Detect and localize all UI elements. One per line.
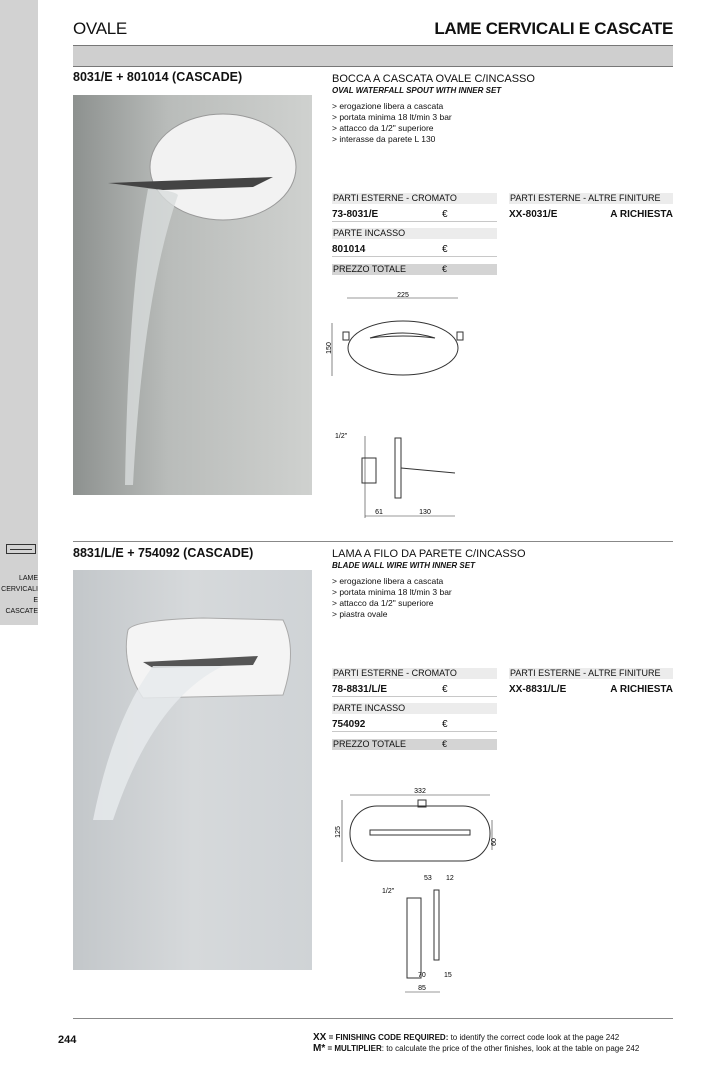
price-on-request: A RICHIESTA: [610, 684, 673, 695]
feature: > attacco da 1/2" superiore: [332, 598, 434, 608]
feature: > erogazione libera a cascata: [332, 101, 444, 111]
dim-70: 70: [418, 972, 426, 979]
dim-width: 332: [414, 788, 426, 795]
product-code: 78-8831/L/E: [332, 684, 388, 695]
sidebar-label: [0, 573, 38, 617]
table-header: PARTE INCASSO: [332, 228, 497, 239]
dim-height: 150: [326, 342, 333, 354]
sidebar-tab: [0, 0, 38, 625]
price-table-other: [509, 193, 673, 222]
currency: €: [442, 209, 448, 220]
product-name: LAMA A FILO DA PARETE C/INCASSO: [332, 548, 526, 560]
product-code: 801014: [332, 244, 366, 255]
dim-height: 125: [335, 826, 342, 838]
currency: €: [442, 739, 448, 749]
price-row: [332, 683, 497, 697]
dim-53: 53: [424, 875, 432, 882]
price-table-chrome: [332, 668, 497, 750]
table-header: PARTI ESTERNE - CROMATO: [332, 668, 497, 679]
footer-divider: [73, 1018, 673, 1019]
feature: > portata minima 18 lt/min 3 bar: [332, 587, 452, 597]
feature: > portata minima 18 lt/min 3 bar: [332, 112, 452, 122]
table-header: PARTI ESTERNE - ALTRE FINITURE: [509, 668, 673, 679]
footer-notes: [313, 1032, 639, 1054]
table-header: PARTI ESTERNE - CROMATO: [332, 193, 497, 204]
total-label: PREZZO TOTALE: [333, 739, 407, 749]
sidebar-line: LAME: [18, 575, 38, 582]
dim-thread: 1/2": [382, 888, 395, 895]
currency: €: [442, 244, 448, 255]
note-key: XX: [313, 1032, 327, 1043]
product-code: 754092: [332, 719, 366, 730]
product-name-en: BLADE WALL WIRE WITH INNER SET: [332, 561, 475, 570]
dim-12: 12: [446, 875, 454, 882]
dim-thread: 1/2": [335, 433, 348, 440]
total-label: PREZZO TOTALE: [333, 264, 407, 274]
dim-61: 61: [375, 509, 383, 516]
feature-list: [332, 101, 452, 145]
m-note: [313, 1043, 639, 1054]
product-photo: [73, 95, 312, 495]
price-row: [332, 208, 497, 222]
price-on-request: A RICHIESTA: [610, 209, 673, 220]
feature: > interasse da parete L 130: [332, 134, 436, 144]
oval-spout-illustration: [73, 95, 312, 495]
currency: €: [442, 264, 448, 274]
page-number: 244: [58, 1034, 77, 1046]
table-header: PARTI ESTERNE - ALTRE FINITURE: [509, 193, 673, 204]
note-text: to identify the correct code look at the page 242: [448, 1033, 620, 1042]
product-name-en: OVAL WATERFALL SPOUT WITH INNER SET: [332, 86, 502, 95]
product-code: XX-8031/E: [509, 209, 558, 220]
sidebar-line: CERVICALI: [1, 586, 38, 593]
feature: > piastra ovale: [332, 609, 388, 619]
table-header: PARTE INCASSO: [332, 703, 497, 714]
dim-15: 15: [444, 972, 452, 979]
technical-drawing: [325, 288, 475, 528]
product-code: 73-8031/E: [332, 209, 379, 220]
note-text: : to calculate the price of the other finishes, look at the table on page 242: [381, 1044, 640, 1053]
price-table-chrome: [332, 193, 497, 275]
blade-spout-illustration: [73, 570, 312, 970]
header-band: [73, 45, 673, 67]
feature: > attacco da 1/2" superiore: [332, 123, 434, 133]
xx-note: [313, 1032, 639, 1043]
price-row: [509, 683, 673, 697]
feature: > erogazione libera a cascata: [332, 576, 444, 586]
product-name: BOCCA A CASCATA OVALE C/INCASSO: [332, 73, 535, 85]
note-bold: = MULTIPLIER: [325, 1044, 382, 1053]
price-row: [332, 718, 497, 732]
section-title: LAME CERVICALI E CASCATE: [434, 19, 673, 38]
product-code: XX-8831/L/E: [509, 684, 567, 695]
section-divider: [73, 541, 673, 542]
price-row: [509, 208, 673, 222]
note-key: M*: [313, 1043, 326, 1054]
note-bold: = FINISHING CODE REQUIRED:: [326, 1033, 449, 1042]
total-row: [332, 264, 497, 275]
blade-icon: [6, 544, 36, 554]
product-photo: [73, 570, 312, 970]
sidebar-line: E CASCATE: [5, 597, 38, 615]
category-title: OVALE: [73, 19, 127, 38]
dim-130: 130: [419, 509, 431, 516]
dim-inner: 60: [491, 838, 498, 846]
currency: €: [442, 684, 448, 695]
price-table-other: [509, 668, 673, 697]
dim-85: 85: [418, 985, 426, 992]
product-title: 8831/L/E + 754092 (CASCADE): [73, 546, 254, 560]
total-row: [332, 739, 497, 750]
dim-width: 225: [397, 292, 409, 299]
feature-list: [332, 576, 452, 620]
currency: €: [442, 719, 448, 730]
price-row: [332, 243, 497, 257]
technical-drawing: [330, 780, 505, 1000]
product-title: 8031/E + 801014 (CASCADE): [73, 70, 243, 84]
